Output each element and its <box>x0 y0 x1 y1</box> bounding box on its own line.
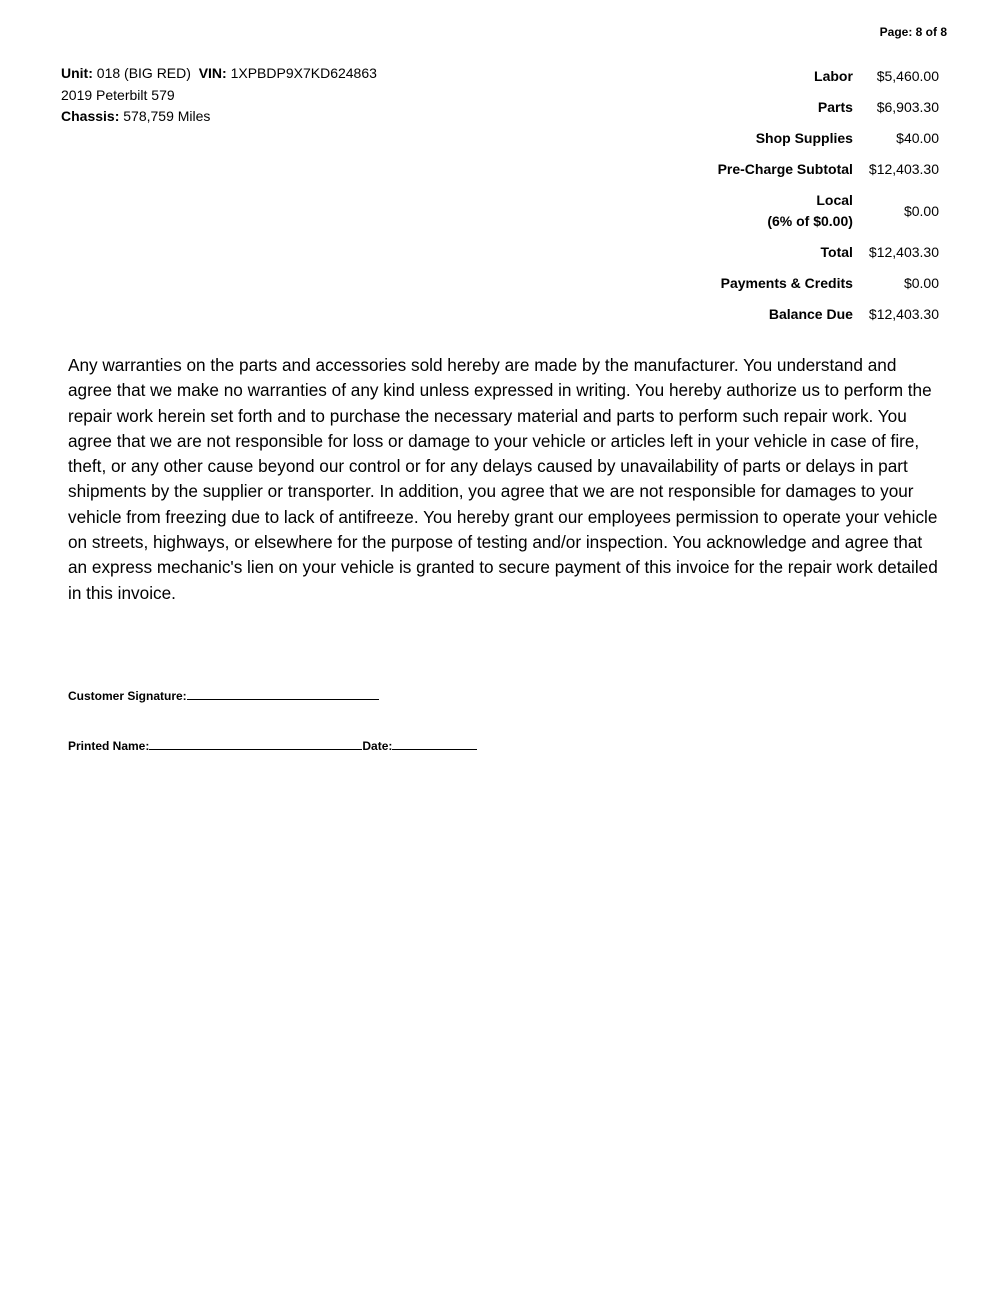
total-label: Total <box>820 244 853 260</box>
parts-value: $6,903.30 <box>876 99 939 115</box>
labor-value: $5,460.00 <box>876 68 939 84</box>
vin-label: VIN: <box>198 65 227 81</box>
totals-row-labor <box>718 61 939 92</box>
printed-name-blank[interactable] <box>149 738 362 750</box>
unit-info <box>61 63 377 128</box>
subtotal-value: $12,403.30 <box>868 161 939 177</box>
shop-supplies-value: $40.00 <box>896 130 939 146</box>
warranty-terms: Any warranties on the parts and accessories sold hereby are made by the manufacturer. You understand and agree that we make no warranties of any kind unless expressed in writing. You hereby authorize us to perform the repair work herein set forth and to purchase the necessary material and parts to perform such repair work. You agree that we are not responsible for loss or damage to your vehicle or articles left in your vehicle in case of fire, theft, or any other cause beyond our control or for any delays caused by unavailability of parts or delays in part shipments by the supplier or transporter. In addition, you agree that we are not responsible for damages to your vehicle from freezing due to lack of antifreeze. You hereby grant our employees permission to operate your vehicle on streets, highways, or elsewhere for the purpose of testing and/or inspection. You acknowledge and agree that an express mechanic's lien on your vehicle is granted to secure payment of this invoice for the repair work detailed in this invoice. <box>68 355 938 603</box>
payments-label: Payments & Credits <box>720 275 853 291</box>
totals-table <box>718 61 939 330</box>
totals-row-parts <box>718 92 939 123</box>
customer-signature-blank[interactable] <box>187 688 379 700</box>
balance-due-value: $12,403.30 <box>868 306 939 322</box>
totals-row-shop-supplies <box>718 123 939 154</box>
subtotal-label: Pre-Charge Subtotal <box>717 161 853 177</box>
shop-supplies-label: Shop Supplies <box>755 130 853 146</box>
vehicle-model: 2019 Peterbilt 579 <box>61 86 175 103</box>
totals-row-payments <box>718 268 939 299</box>
date-blank[interactable] <box>392 738 477 750</box>
unit-line <box>61 63 377 85</box>
local-tax-value: $0.00 <box>903 202 939 219</box>
date-label: Date: <box>362 739 393 753</box>
payments-value: $0.00 <box>903 275 939 291</box>
customer-signature-label: Customer Signature: <box>68 689 187 703</box>
totals-row-balance-due <box>718 299 939 330</box>
totals-row-total <box>718 237 939 268</box>
local-tax-rate: (6% of $0.00) <box>767 213 853 229</box>
chassis-label: Chassis: <box>61 108 120 124</box>
local-tax-label: Local <box>816 192 853 208</box>
local-tax-label-cell <box>718 185 869 237</box>
totals-row-local-tax <box>718 185 939 237</box>
unit-label: Unit: <box>61 65 93 81</box>
totals-row-subtotal <box>718 154 939 185</box>
unit-value: 018 (BIG RED) <box>96 65 191 81</box>
vin-value: 1XPBDP9X7KD624863 <box>230 65 377 81</box>
customer-signature-line <box>68 688 379 703</box>
chassis-line <box>61 106 377 128</box>
balance-due-label: Balance Due <box>768 306 853 322</box>
parts-label: Parts <box>817 99 853 115</box>
printed-name-line <box>68 738 477 753</box>
printed-name-label: Printed Name: <box>68 739 150 753</box>
labor-label: Labor <box>814 68 853 84</box>
total-value: $12,403.30 <box>868 244 939 260</box>
chassis-value: 578,759 Miles <box>123 108 211 124</box>
page-number: Page: 8 of 8 <box>879 25 947 39</box>
